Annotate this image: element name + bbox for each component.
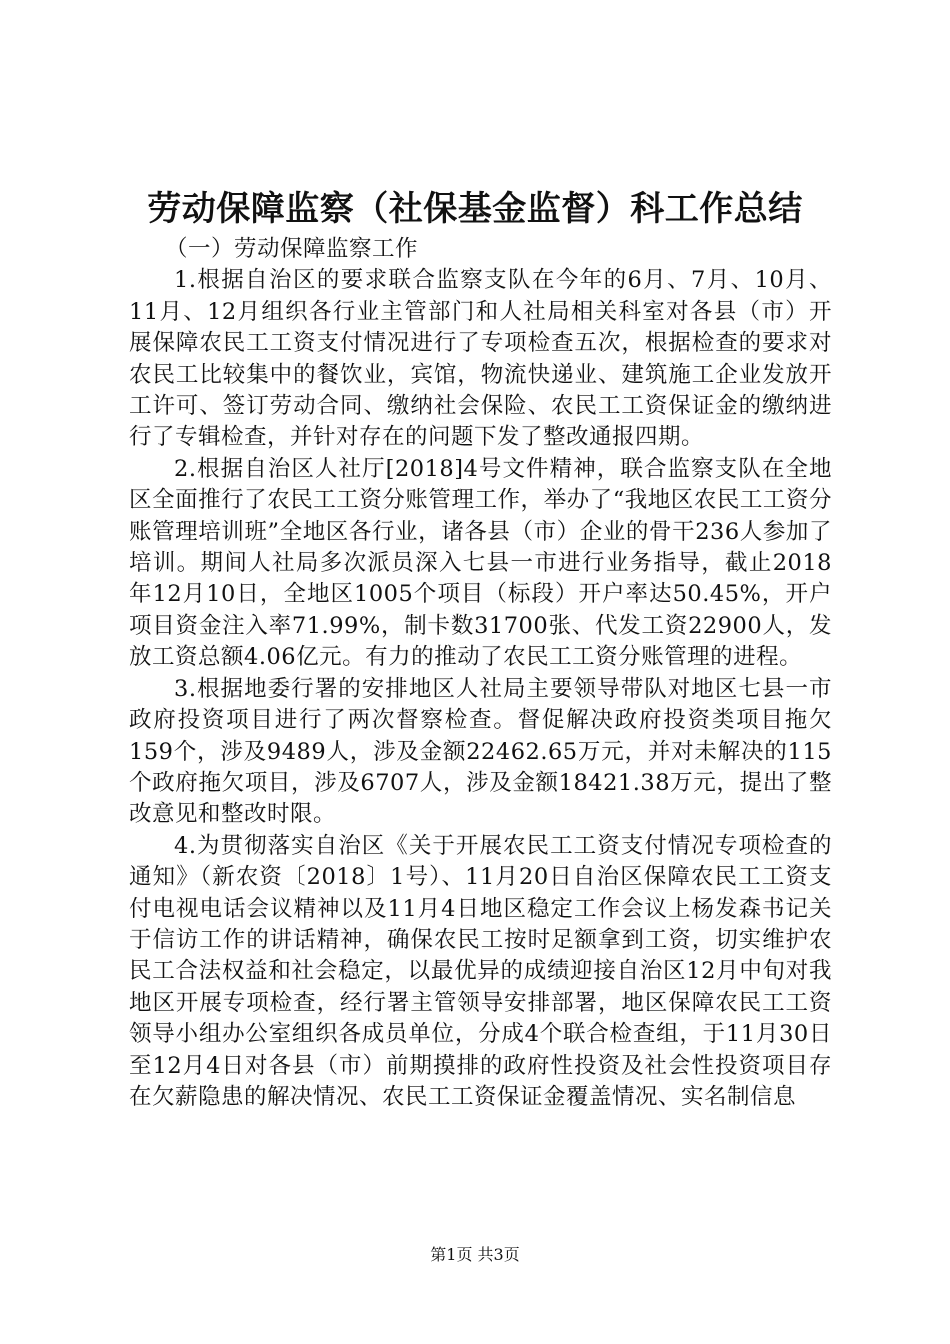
paragraph-2: 2.根据自治区人社厅[2018]4号文件精神，联合监察支队在全地区全面推行了农民工工资分账管理工作，举办了“我地区农民工工资分账管理培训班”全地区各行业，诸各县（市）企业的骨干236人参加了培训。期间人社局多次派员深入七县一市进行业务指导，截止2018年12月10日，全地区1005个项目（标段）开户率达50.45%，开户项目资金注入率71.99%，制卡数31700张、代发工资22900人，发放工资总额4.06亿元。有力的推动了农民工工资分账管理的进程。 bbox=[129, 455, 832, 671]
paragraph-3: 3.根据地委行署的安排地区人社局主要领导带队对地区七县一市政府投资项目进行了两次督察检查。督促解决政府投资类项目拖欠159个，涉及9489人，涉及金额22462.65万元，并对未解决的115个政府拖欠项目，涉及6707人，涉及金额18421.38万元，提出了整改意见和整改时限。 bbox=[129, 675, 832, 828]
section-heading: （一）劳动保障监察工作 bbox=[165, 236, 419, 262]
document-title: 劳动保障监察（社保基金监督）科工作总结 bbox=[147, 189, 803, 229]
page-number-footer: 第1页 共3页 bbox=[430, 1245, 520, 1264]
paragraph-1: 1.根据自治区的要求联合监察支队在今年的6月、7月、10月、11月、12月组织各行业主管部门和人社局相关科室对各县（市）开展保障农民工工资支付情况进行了专项检查五次，根据检查的要求对农民工比较集中的餐饮业，宾馆，物流快递业、建筑施工企业发放开工许可、签订劳动合同、缴纳社会保险、农民工工资保证金的缴纳进行了专辑检查，并针对存在的问题下发了整改通报四期。 bbox=[129, 267, 832, 451]
paragraph-4: 4.为贯彻落实自治区《关于开展农民工工资支付情况专项检查的通知》（新农资〔2018〕1号）、11月20日自治区保障农民工工资支付电视电话会议精神以及11月4日地区稳定工作会议上杨发森书记关于信访工作的讲话精神，确保农民工按时足额拿到工资，切实维护农民工合法权益和社会稳定，以最优异的成绩迎接自治区12月中旬对我地区开展专项检查，经行署主管领导安排部署，地区保障农民工工资领导小组办公室组织各成员单位，分成4个联合检查组，于11月30日至12月4日对各县（市）前期摸排的政府性投资及社会性投资项目存在欠薪隐患的解决情况、农民工工资保证金覆盖情况、实名制信息 bbox=[129, 832, 832, 1110]
document-body bbox=[129, 234, 832, 1113]
